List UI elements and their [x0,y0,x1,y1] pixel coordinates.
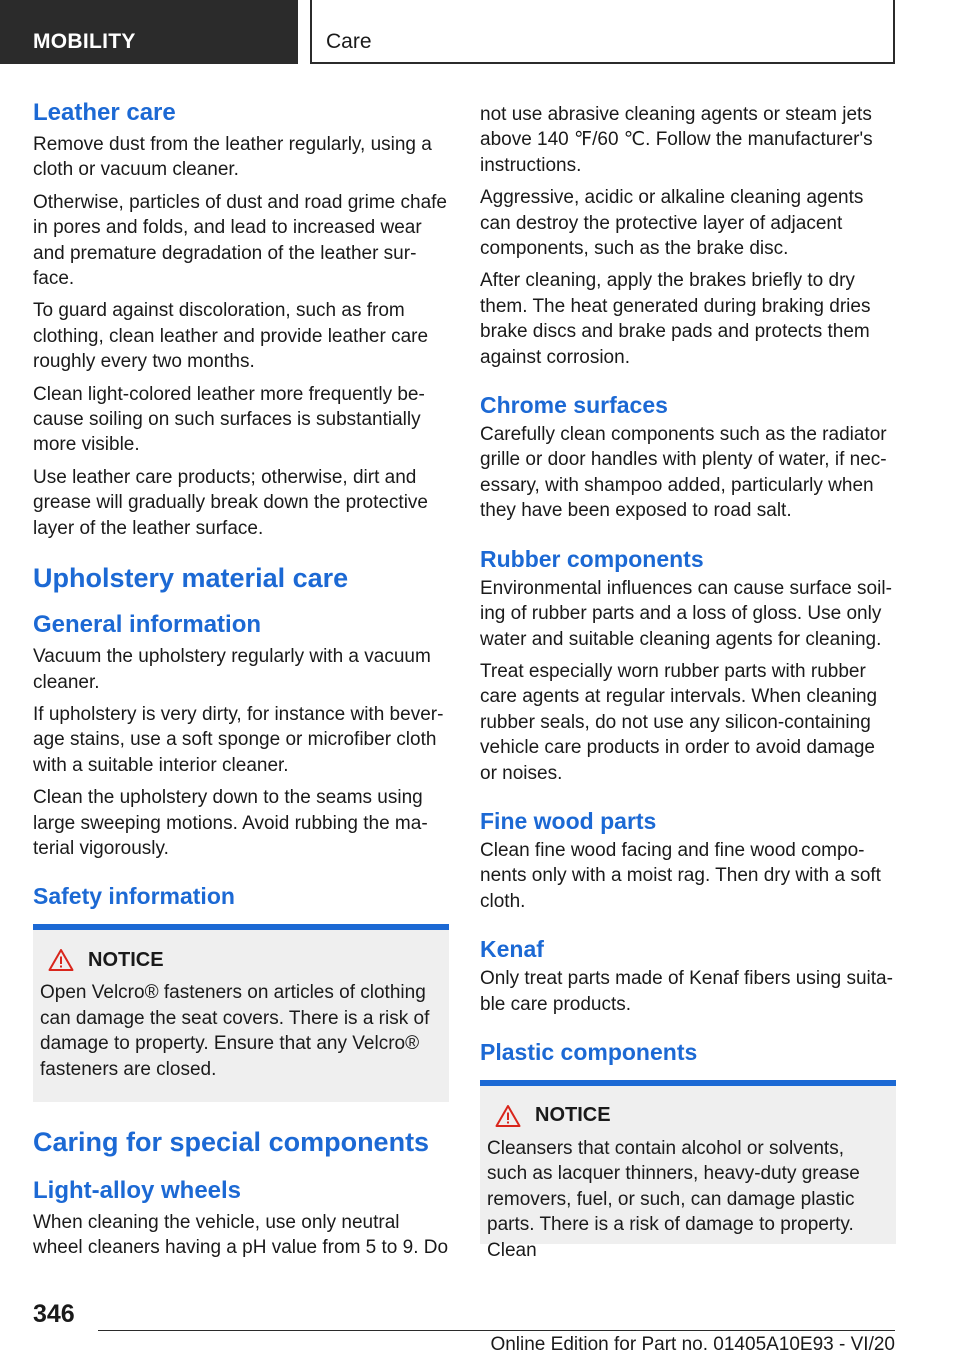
warning-triangle-icon [48,948,74,972]
header-section-label: MOBILITY [33,30,136,53]
heading-general-information: General information [33,611,262,639]
heading-upholstery-material-care: Upholstery material care [33,563,349,594]
notice-box [33,924,449,1102]
paragraph: To guard against discoloration, such as from clothing, clean leather and provide leather care roughly every two months. [33,300,429,373]
paragraph: When cleaning the vehicle, use only neutral wheel cleaners having a pH value from 5 to 9. Do [33,1211,449,1259]
paragraph: Clean light-colored leather more frequently because soiling on such surfaces is substantially more visible. [33,383,425,456]
heading-plastic-components: Plastic components [480,1038,698,1065]
right-column [480,102,896,1261]
header-chapter-tab [310,0,895,64]
paragraph: Treat especially worn rubber parts with rubber care agents at regular intervals. When cleaning rubber seals, do not use any silicon-containing vehicle care products in order to avoid damage or noises. [480,660,878,784]
header-chapter-label: Care [326,30,372,53]
notice-text: Open Velcro® fasteners on articles of clothing can damage the seat covers. There is a risk of damage to property. Ensure that any Velcro® fasteners are closed. [40,982,430,1080]
paragraph: Vacuum the upholstery regularly with a vacuum cleaner. [33,646,431,693]
heading-leather-care: Leather care [33,99,176,126]
paragraph: Aggressive, acidic or alkaline cleaning agents can destroy the protective layer of adjacent components, such as the brake disc. [480,187,864,260]
notice-title: NOTICE [88,948,164,971]
footer-edition: Online Edition for Part no. 01405A10E93 - VI/20 [490,1334,895,1355]
paragraph: If upholstery is very dirty, for instance with beverage stains, use a soft sponge or microfiber cloth with a suitable interior cleaner. [33,703,444,776]
notice-header [48,948,442,972]
paragraph: Environmental influences can cause surface soiling of rubber parts and a loss of gloss. Use only water and suitable cleaning agents for cleaning. [480,577,892,650]
paragraph: Only treat parts made of Kenaf fibers using suitable care products. [480,968,893,1015]
footer-divider [98,1330,895,1331]
warning-triangle-icon [495,1104,521,1128]
paragraph: Remove dust from the leather regularly, using a cloth or vacuum cleaner. [33,134,432,181]
paragraph: Use leather care products; otherwise, dirt and grease will gradually break down the protective layer of the leather surface. [33,466,428,539]
header-section-tab [0,0,298,64]
notice-box [480,1080,896,1261]
notice-header [495,1104,889,1128]
paragraph: Carefully clean components such as the radiator grille or door handles with plenty of water, if necessary, with shampoo added, particularly when they have been exposed to road salt. [480,424,887,522]
notice-text: Cleansers that contain alcohol or solvents, such as lacquer thinners, heavy-duty grease removers, fuel, or such, can damage plastic parts. There is a risk of damage to property. Clean [487,1137,860,1261]
paragraph: After cleaning, apply the brakes briefly to dry them. The heat generated during braking dries brake discs and brake pads and protects them against corrosion. [480,270,871,368]
paragraph: Otherwise, particles of dust and road grime chafe in pores and folds, and lead to increased wear and premature degradation of the leather surface. [33,191,447,290]
heading-caring-for-special-components: Caring for special components [33,1126,430,1157]
heading-fine-wood-parts: Fine wood parts [480,807,657,834]
paragraph: Clean the upholstery down to the seams using large sweeping motions. Avoid rubbing the material vigorously. [33,787,428,859]
paragraph: not use abrasive cleaning agents or steam jets above 140 ℉/60 ℃. Follow the manufacturer's instructions. [480,104,873,176]
heading-chrome-surfaces: Chrome surfaces [480,392,668,419]
heading-kenaf: Kenaf [480,936,544,963]
notice-title: NOTICE [535,1104,611,1127]
page-number: 346 [33,1300,75,1328]
paragraph: Clean fine wood facing and fine wood components only with a moist rag. Then dry with a soft cloth. [480,839,881,912]
heading-rubber-components: Rubber components [480,545,704,572]
heading-light-alloy-wheels: Light-alloy wheels [33,1176,242,1204]
heading-safety-information: Safety information [33,883,235,910]
left-column [33,98,449,1268]
